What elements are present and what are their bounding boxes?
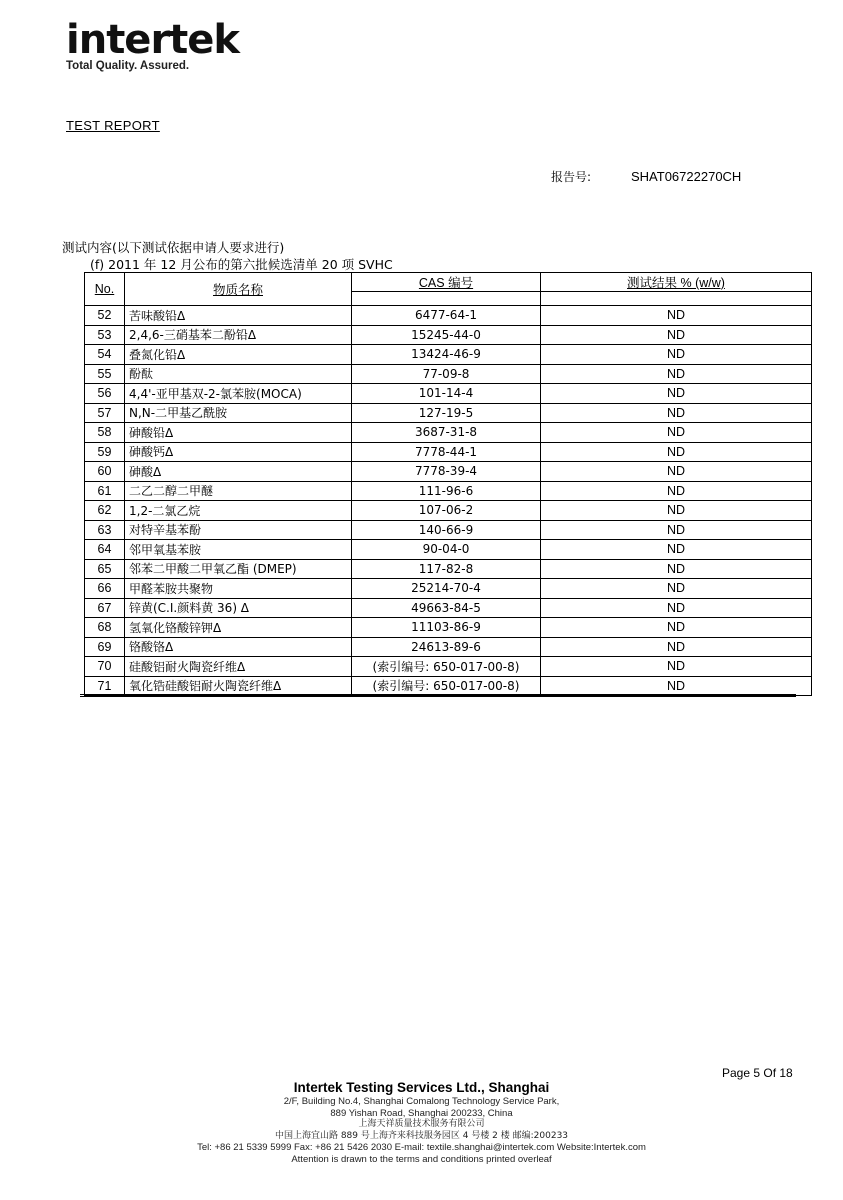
table-row	[85, 462, 812, 482]
footer-address-line2: 889 Yishan Road, Shanghai 200233, China	[330, 1107, 513, 1119]
table-row	[85, 559, 812, 579]
row-cas-number: 127-19-5	[352, 403, 541, 423]
row-test-result: ND	[541, 501, 812, 521]
row-cas-number: 25214-70-4	[352, 579, 541, 599]
row-substance-name: 铬酸铬Δ	[125, 637, 352, 657]
row-cas-number: 49663-84-5	[352, 598, 541, 618]
table-row	[85, 325, 812, 345]
row-number: 61	[85, 481, 125, 501]
row-number: 54	[85, 345, 125, 365]
table-row	[85, 579, 812, 599]
row-test-result: ND	[541, 306, 812, 326]
row-number: 52	[85, 306, 125, 326]
footer-company-cn: 上海天祥质量技术服务有限公司	[358, 1119, 485, 1129]
row-substance-name: 锌黄(C.I.颜料黄 36) Δ	[125, 598, 352, 618]
row-substance-name: 邻苯二甲酸二甲氧乙酯 (DMEP)	[125, 559, 352, 579]
row-cas-number: 140-66-9	[352, 520, 541, 540]
row-cas-number: 117-82-8	[352, 559, 541, 579]
row-number: 58	[85, 423, 125, 443]
row-test-result: ND	[541, 559, 812, 579]
table-row	[85, 403, 812, 423]
footer-notice: Attention is drawn to the terms and conditions printed overleaf	[291, 1153, 552, 1165]
row-number: 57	[85, 403, 125, 423]
header-result-blank	[541, 292, 812, 306]
table-row	[85, 657, 812, 677]
row-number: 68	[85, 618, 125, 638]
row-number: 56	[85, 384, 125, 404]
row-cas-number: (索引编号: 650-017-00-8)	[352, 676, 541, 696]
company-logo	[66, 18, 239, 72]
row-test-result: ND	[541, 618, 812, 638]
logo-tagline: Total Quality. Assured.	[66, 60, 190, 72]
row-cas-number: 111-96-6	[352, 481, 541, 501]
row-test-result: ND	[541, 364, 812, 384]
row-number: 60	[85, 462, 125, 482]
results-table	[84, 272, 812, 696]
row-substance-name: 对特辛基苯酚	[125, 520, 352, 540]
row-number: 53	[85, 325, 125, 345]
row-substance-name: 叠氮化铅Δ	[125, 345, 352, 365]
report-number-value: SHAT06722270CH	[631, 169, 742, 184]
row-number: 69	[85, 637, 125, 657]
row-test-result: ND	[541, 423, 812, 443]
table-row	[85, 364, 812, 384]
footer-address-cn: 中国上海宜山路 889 号上海齐来科技服务园区 4 号楼 2 楼 邮编:200233	[274, 1130, 569, 1141]
row-cas-number: 7778-44-1	[352, 442, 541, 462]
row-substance-name: 2,4,6-三硝基苯二酚铅Δ	[125, 325, 352, 345]
table-bottom-double-rule	[80, 694, 796, 697]
page-number: Page 5 Of 18	[722, 1066, 793, 1080]
table-row	[85, 520, 812, 540]
row-test-result: ND	[541, 325, 812, 345]
row-number: 63	[85, 520, 125, 540]
row-number: 66	[85, 579, 125, 599]
row-test-result: ND	[541, 676, 812, 696]
row-test-result: ND	[541, 403, 812, 423]
section-subheading: (f) 2011 年 12 月公布的第六批候选清单 20 项 SVHC	[90, 257, 393, 272]
row-test-result: ND	[541, 598, 812, 618]
row-number: 71	[85, 676, 125, 696]
table-row	[85, 345, 812, 365]
footer-address-line1: 2/F, Building No.4, Shanghai Comalong Technology Service Park,	[283, 1096, 560, 1107]
row-test-result: ND	[541, 520, 812, 540]
footer-company: Intertek Testing Services Ltd., Shanghai	[293, 1080, 550, 1095]
row-test-result: ND	[541, 540, 812, 560]
row-cas-number: 107-06-2	[352, 501, 541, 521]
section-heading: 测试内容(以下测试依据申请人要求进行)	[62, 240, 285, 255]
row-substance-name: 酚酞	[125, 364, 352, 384]
header-cas-blank	[352, 292, 541, 306]
row-cas-number: (索引编号: 650-017-00-8)	[352, 657, 541, 677]
row-cas-number: 7778-39-4	[352, 462, 541, 482]
row-cas-number: 15245-44-0	[352, 325, 541, 345]
report-number-label: 报告号:	[551, 170, 592, 184]
row-test-result: ND	[541, 481, 812, 501]
table-row	[85, 306, 812, 326]
row-test-result: ND	[541, 579, 812, 599]
row-test-result: ND	[541, 657, 812, 677]
table-row	[85, 423, 812, 443]
row-substance-name: 邻甲氧基苯胺	[125, 540, 352, 560]
table-row	[85, 481, 812, 501]
table-header-row	[85, 273, 812, 292]
row-number: 65	[85, 559, 125, 579]
logo-wordmark: intertek	[66, 17, 240, 63]
row-test-result: ND	[541, 462, 812, 482]
table-row	[85, 676, 812, 696]
row-test-result: ND	[541, 637, 812, 657]
row-cas-number: 6477-64-1	[352, 306, 541, 326]
row-substance-name: 1,2-二氯乙烷	[125, 501, 352, 521]
row-number: 59	[85, 442, 125, 462]
row-test-result: ND	[541, 442, 812, 462]
row-substance-name: 苦味酸铅Δ	[125, 306, 352, 326]
table-row	[85, 637, 812, 657]
row-number: 62	[85, 501, 125, 521]
row-substance-name: 甲醛苯胺共聚物	[125, 579, 352, 599]
row-number: 55	[85, 364, 125, 384]
row-cas-number: 101-14-4	[352, 384, 541, 404]
header-no: No.	[85, 273, 125, 306]
row-substance-name: 砷酸铅Δ	[125, 423, 352, 443]
row-cas-number: 90-04-0	[352, 540, 541, 560]
row-substance-name: 4,4'-亚甲基双-2-氯苯胺(MOCA)	[125, 384, 352, 404]
footer-contact: Tel: +86 21 5339 5999 Fax: +86 21 5426 2030 E-mail: textile.shanghai@intertek.com Website:Intertek.com	[197, 1142, 646, 1153]
table-row	[85, 442, 812, 462]
row-number: 70	[85, 657, 125, 677]
row-number: 64	[85, 540, 125, 560]
table-row	[85, 598, 812, 618]
row-substance-name: 硅酸铝耐火陶瓷纤维Δ	[125, 657, 352, 677]
header-test-result: 测试结果 % (w/w)	[541, 273, 812, 292]
table-row	[85, 501, 812, 521]
footer	[0, 1080, 843, 1165]
header-cas-number: CAS 编号	[352, 273, 541, 292]
row-cas-number: 3687-31-8	[352, 423, 541, 443]
row-substance-name: 砷酸Δ	[125, 462, 352, 482]
row-substance-name: 氢氧化铬酸锌钾Δ	[125, 618, 352, 638]
row-test-result: ND	[541, 384, 812, 404]
row-substance-name: 砷酸钙Δ	[125, 442, 352, 462]
table-row	[85, 618, 812, 638]
row-substance-name: 二乙二醇二甲醚	[125, 481, 352, 501]
row-test-result: ND	[541, 345, 812, 365]
row-cas-number: 24613-89-6	[352, 637, 541, 657]
report-title: TEST REPORT	[66, 118, 160, 133]
row-cas-number: 13424-46-9	[352, 345, 541, 365]
row-cas-number: 77-09-8	[352, 364, 541, 384]
report-number-line	[551, 168, 741, 185]
table-row	[85, 540, 812, 560]
header-substance-name: 物质名称	[125, 273, 352, 306]
row-number: 67	[85, 598, 125, 618]
row-cas-number: 11103-86-9	[352, 618, 541, 638]
row-substance-name: N,N-二甲基乙酰胺	[125, 403, 352, 423]
row-substance-name: 氧化锆硅酸铝耐火陶瓷纤维Δ	[125, 676, 352, 696]
table-row	[85, 384, 812, 404]
